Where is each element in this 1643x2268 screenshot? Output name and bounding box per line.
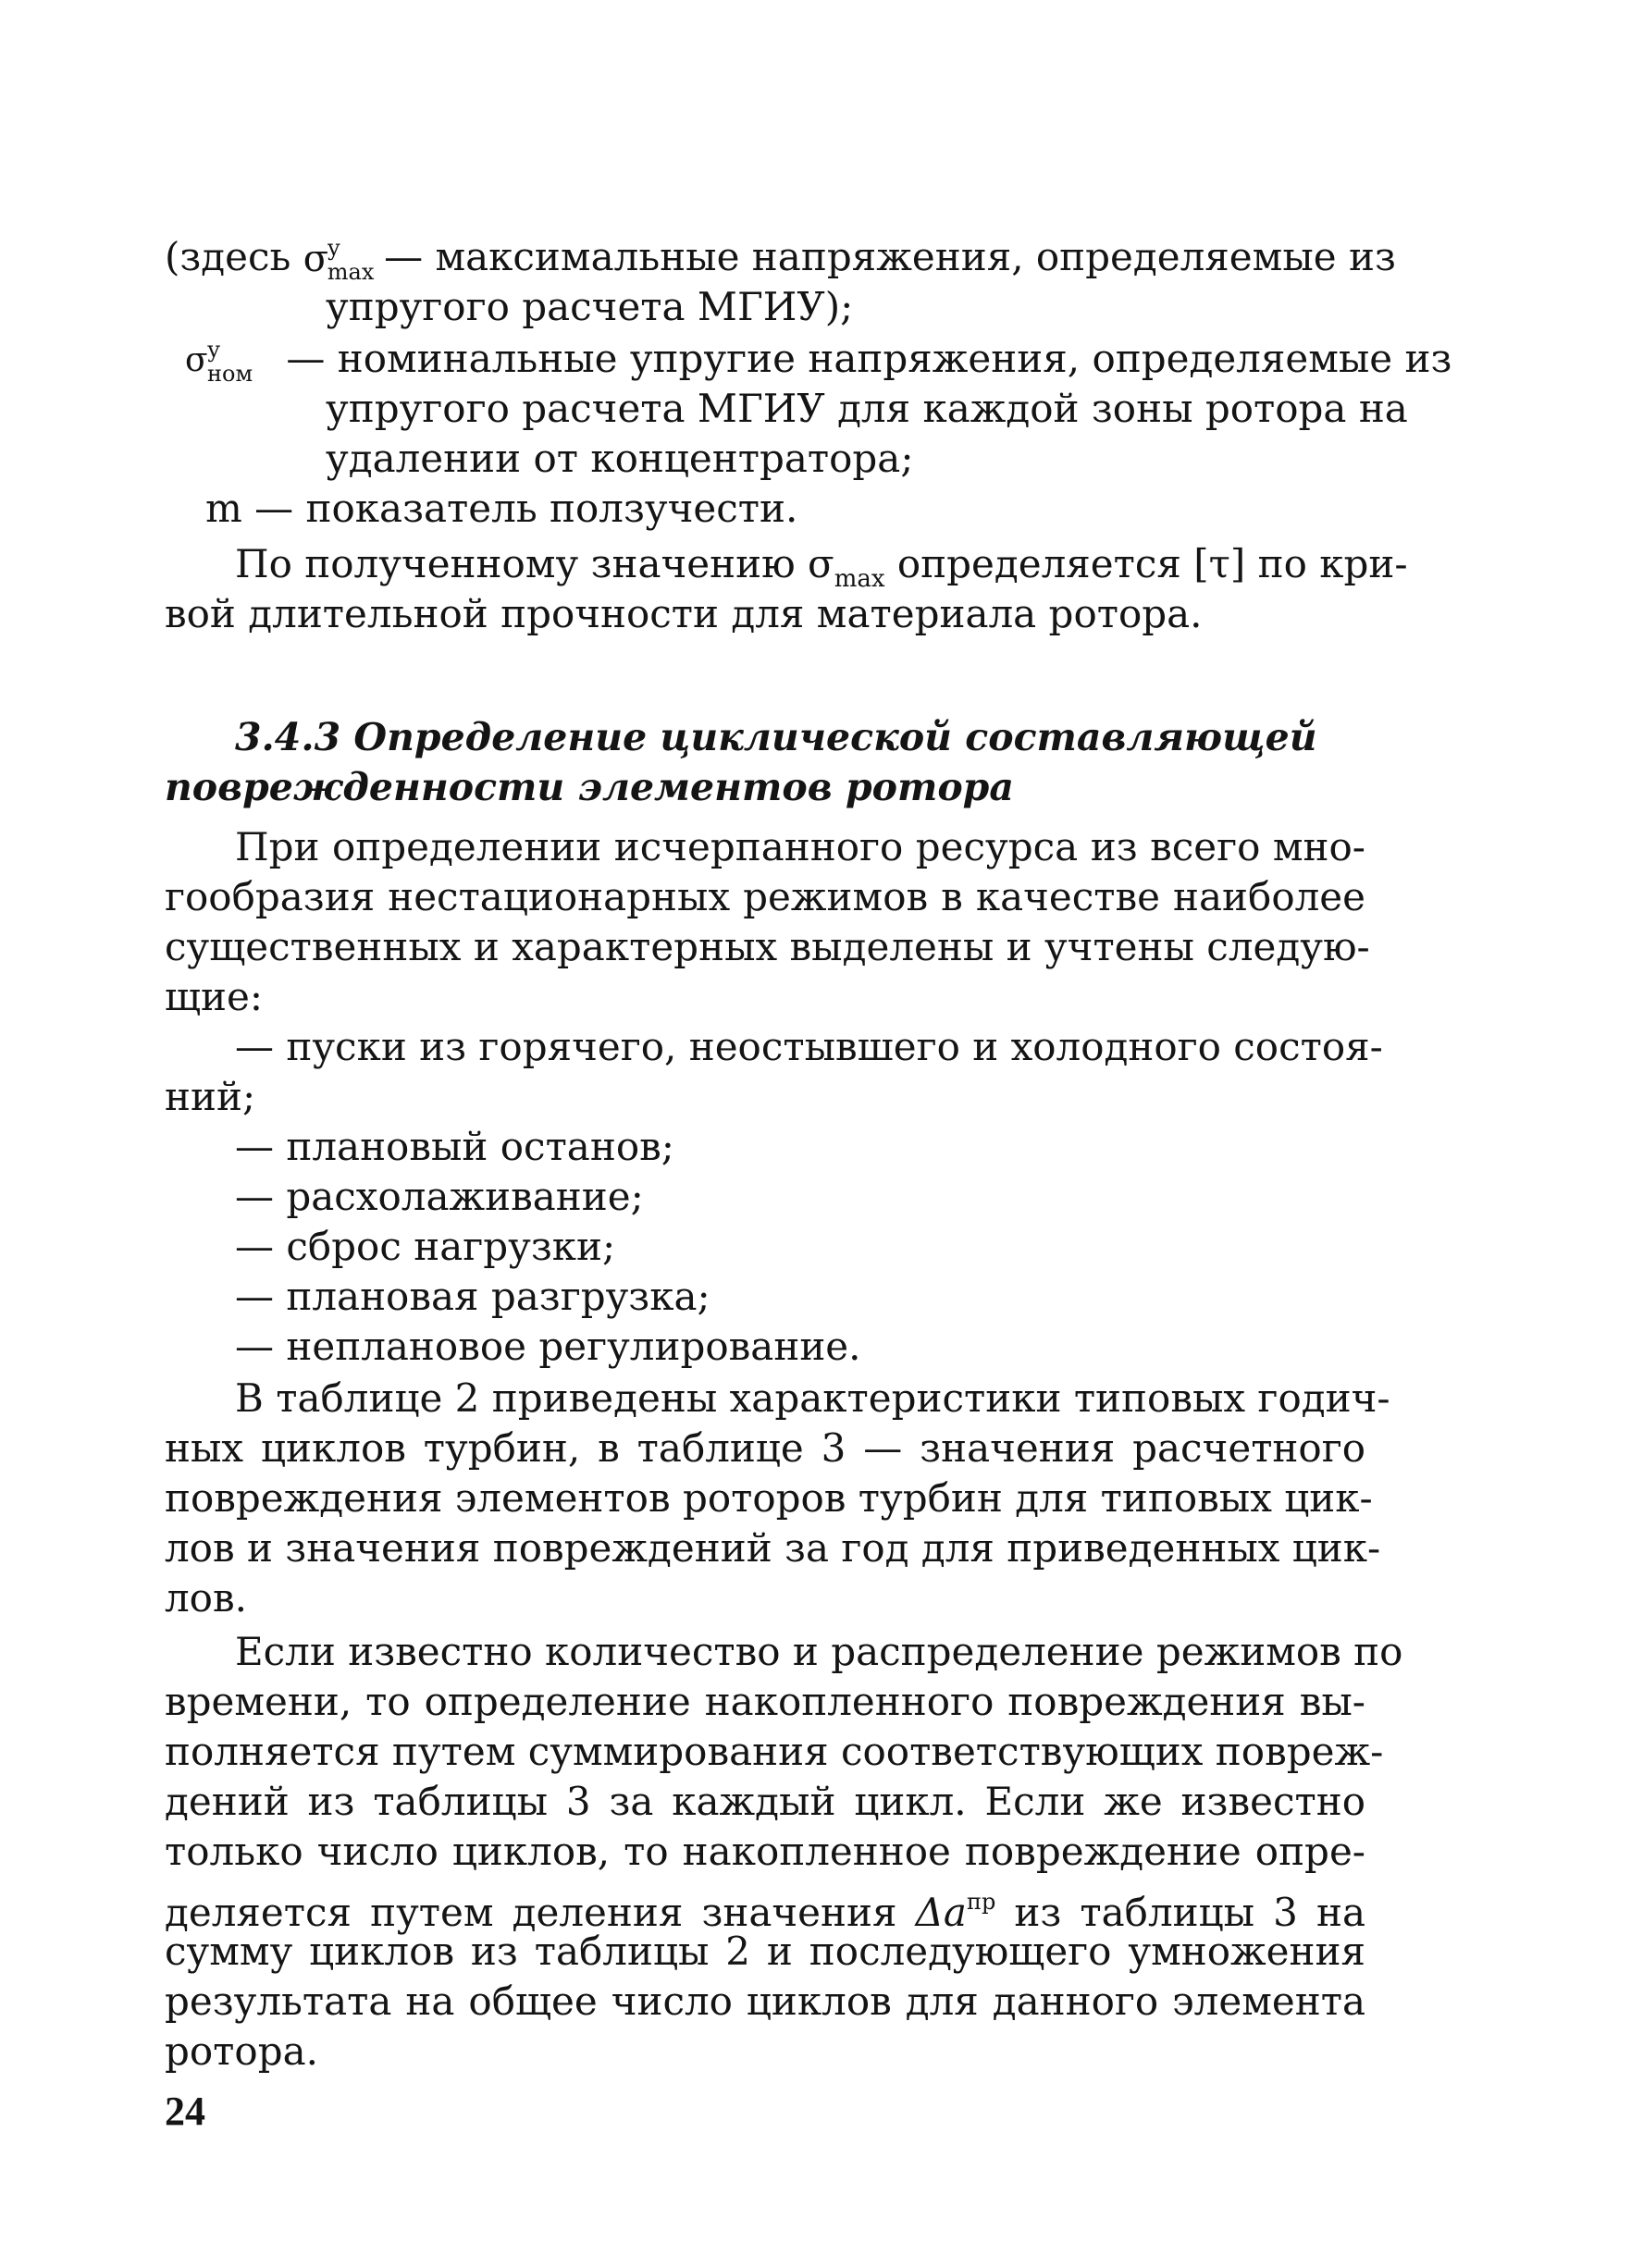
definition-line: упругого расчета МГИУ для каждой зоны ротора на [326, 386, 1408, 431]
paragraph-line: лов и значения повреждений за год для приведенных цик- [165, 1525, 1381, 1571]
definition-line: σ у ном — номинальные упругие напряжения, определяемые из [185, 336, 1452, 387]
sigma-max-symbol: σ у max [303, 235, 375, 285]
paragraph-line: В таблице 2 приведены характеристики типовых годич- [235, 1375, 1390, 1421]
paragraph-line: сумму циклов из таблицы 2 и последующего умножения [165, 1929, 1365, 1974]
list-item: — плановая разгрузка; [235, 1274, 710, 1319]
section-heading: поврежденности элементов ротора [165, 765, 1014, 809]
definition-line: упругого расчета МГИУ); [326, 284, 854, 329]
paragraph-line: существенных и характерных выделены и учтены следую- [165, 924, 1370, 969]
list-item: — расхолаживание; [235, 1174, 644, 1219]
definition-line: (здесь σ у max — максимальные напряжения, определяемые из [165, 234, 1396, 285]
paragraph-line: только число циклов, то накопленное повреждение опре- [165, 1829, 1365, 1874]
paragraph-line: вой длительной прочности для материала ротора. [165, 591, 1203, 636]
list-item: — пуски из горячего, неостывшего и холодного состоя- [235, 1024, 1383, 1069]
sigma-nom-symbol: σ у ном [185, 337, 253, 387]
paragraph-line: При определении исчерпанного ресурса из всего мно- [235, 824, 1365, 869]
page-number: 24 [165, 2089, 205, 2134]
paragraph-line: повреждения элементов роторов турбин для типовых цик- [165, 1475, 1373, 1521]
paragraph-line: ных циклов турбин, в таблице 3 — значения расчетного [165, 1425, 1365, 1471]
list-item: ний; [165, 1074, 256, 1119]
paragraph-line: щие: [165, 974, 264, 1019]
section-heading: 3.4.3 Определение циклической составляющей [235, 715, 1317, 759]
list-item: — сброс нагрузки; [235, 1224, 616, 1269]
paragraph-line: По полученному значению $\sigma_{max}$ определяется [τ] по кри- [235, 541, 1408, 593]
definition-line: m — показатель ползучести. [205, 486, 798, 531]
paragraph-line: ротора. [165, 2028, 318, 2074]
delta-a-symbol: Δa [915, 1890, 967, 1935]
definition-line: удалении от концентратора; [326, 436, 914, 481]
paragraph-line: времени, то определение накопленного повреждения вы- [165, 1679, 1365, 1724]
paragraph-line: гообразия нестационарных режимов в качестве наиболее [165, 874, 1365, 919]
paragraph-line: дений из таблицы 3 за каждый цикл. Если же известно [165, 1779, 1365, 1824]
paragraph-line: полняется путем суммирования соответствующих повреж- [165, 1729, 1384, 1774]
paragraph-line: деляется путем деления значения $\Delta a^{пр}$ из таблицы 3 на [165, 1889, 1365, 1935]
list-item: — плановый останов; [235, 1124, 674, 1169]
paragraph-line: результата на общее число циклов для данного элемента [165, 1978, 1365, 2024]
list-item: — неплановое регулирование. [235, 1324, 861, 1369]
paragraph-line: Если известно количество и распределение режимов по [235, 1629, 1403, 1674]
paragraph-line: лов. [165, 1575, 247, 1621]
